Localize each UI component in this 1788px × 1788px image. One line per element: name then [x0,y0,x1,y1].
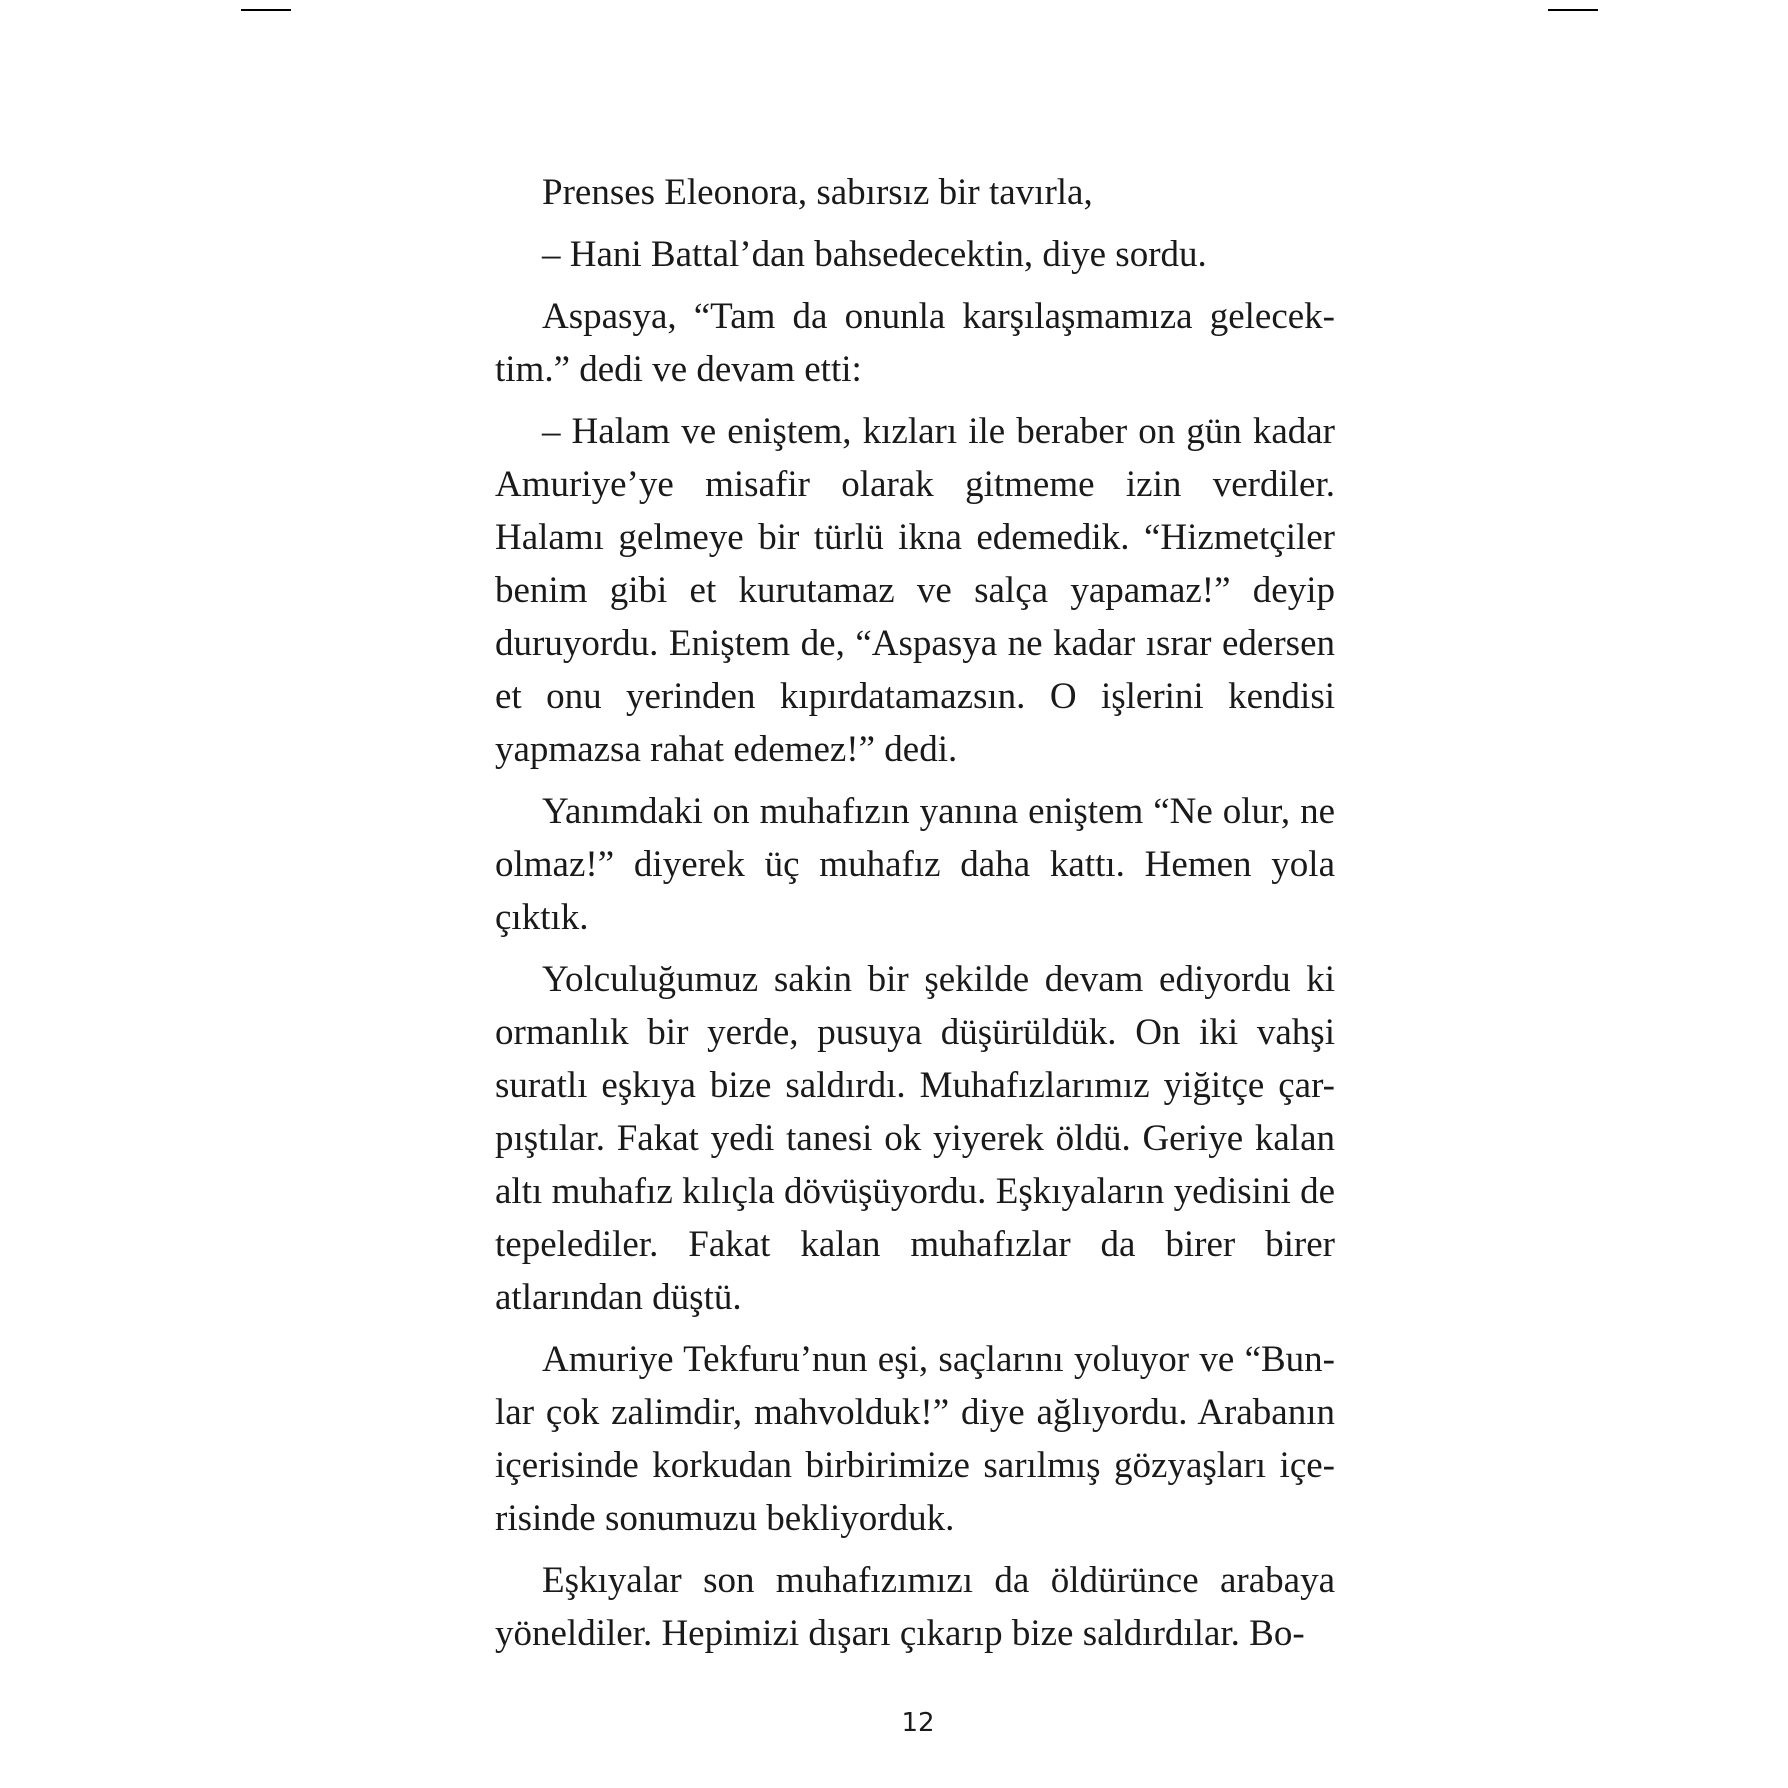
page-text [495,166,1335,1669]
paragraph-7: Amuriye Tekfuru’nun eşi, saçlarını yoluyor ve “Bun-lar çok zalimdir, mahvolduk!” diye ağlıyordu. Arabanın içerisinde korkudan birbirimize sarılmış gözyaşları içe-risinde sonumuzu bekliyorduk. [495,1339,1335,1539]
paragraph-3: Aspasya, “Tam da onunla karşılaşmamıza gelecek-tim.” dedi ve devam etti: [495,296,1335,390]
paragraph-8: Eşkıyalar son muhafızımızı da öldürünce arabaya yöneldiler. Hepimizi dışarı çıkarıp bize saldırdılar. Bo- [495,1560,1335,1654]
crop-mark-left [241,9,291,11]
crop-mark-right [1548,9,1598,11]
paragraph-1: Prenses Eleonora, sabırsız bir tavırla, [542,172,1093,213]
paragraph-4: – Halam ve eniştem, kızları ile beraber on gün kadar Amuriye’ye misafir olarak gitmeme izin verdiler. Halamı gelmeye bir türlü ikna edemedik. “Hizmetçiler benim gibi et kurutamaz ve salça yapamaz!” deyip duruyordu. Eniştem de, “Aspasya ne kadar ısrar edersen et onu yerinden kıpırdatamazsın. O işlerini kendisi yapmazsa rahat edemez!” dedi. [495,411,1335,770]
paragraph-6: Yolculuğumuz sakin bir şekilde devam ediyordu ki ormanlık bir yerde, pusuya düşürüldük. On iki vahşi suratlı eşkıya bize saldırdı. Muhafızlarımız yiğitçe çar-pıştılar. Fakat yedi tanesi ok yiyerek öldü. Geriye kalan altı muhafız kılıçla dövüşüyordu. Eşkıyaların yedisini de tepelediler. Fakat kalan muhafızlar da birer birer atlarından düştü. [495,959,1335,1318]
paragraph-2: – Hani Battal’dan bahsedecektin, diye sordu. [542,234,1207,275]
paragraph-5: Yanımdaki on muhafızın yanına eniştem “Ne olur, ne olmaz!” diyerek üç muhafız daha kattı. Hemen yola çıktık. [495,791,1335,938]
page-number: 12 [901,1708,935,1738]
